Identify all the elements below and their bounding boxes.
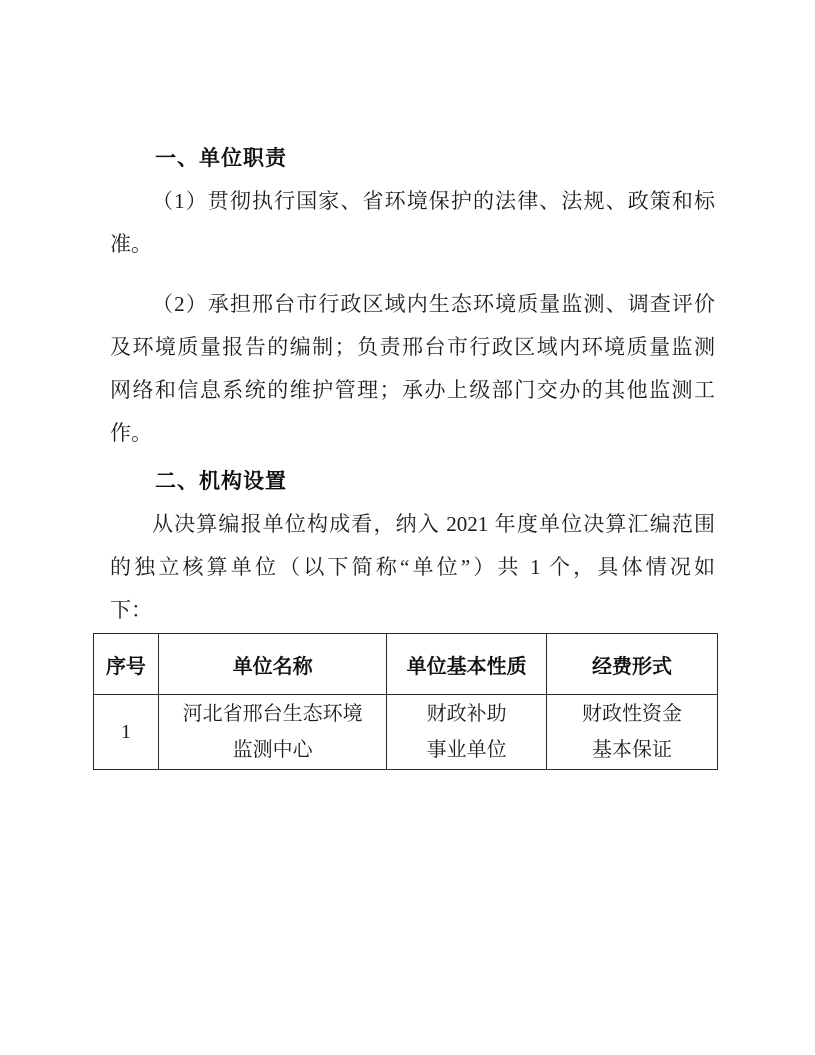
text-line: 事业单位 (426, 739, 507, 761)
paragraph-duties-2 (110, 283, 715, 455)
text-line: 财政补助 (426, 703, 507, 725)
column-header-unit-name: 单位名称 (158, 634, 386, 695)
text-line: 作。 (110, 421, 152, 445)
cell-unit-name (158, 695, 386, 770)
table-row (94, 695, 718, 770)
text-line: 河北省邢台生态环境 (182, 703, 363, 725)
text-line: （2）承担邢台市行政区域内生态环境质量监测、调查评价 (152, 292, 715, 316)
text-line: 准。 (110, 232, 152, 256)
text-line: 财政性资金 (582, 703, 682, 725)
units-table (93, 633, 718, 770)
text-line: 基本保证 (592, 739, 672, 761)
cell-funding-form (547, 695, 718, 770)
section-heading-org-structure: 二、机构设置 (155, 470, 287, 493)
table-header-row (94, 634, 718, 695)
column-header-funding-form: 经费形式 (547, 634, 718, 695)
paragraph-org-intro (110, 503, 715, 632)
text-line: （1）贯彻执行国家、省环境保护的法律、法规、政策和标 (152, 189, 715, 213)
column-header-unit-nature: 单位基本性质 (387, 634, 547, 695)
text-line: 及环境质量报告的编制；负责邢台市行政区域内环境质量监测 (110, 335, 715, 359)
text-line: 的独立核算单位（以下简称“单位”）共 1 个，具体情况如 (110, 555, 715, 579)
column-header-seq: 序号 (94, 634, 159, 695)
text-line: 监测中心 (232, 739, 313, 761)
text-line: 网络和信息系统的维护管理；承办上级部门交办的其他监测工 (110, 378, 715, 402)
cell-seq: 1 (94, 695, 159, 770)
cell-unit-nature (387, 695, 547, 770)
paragraph-duties-1 (110, 180, 715, 266)
text-line: 从决算编报单位构成看，纳入 2021 年度单位决算汇编范围 (152, 512, 715, 536)
text-line: 下： (110, 598, 152, 622)
section-heading-unit-duties: 一、单位职责 (155, 147, 287, 170)
